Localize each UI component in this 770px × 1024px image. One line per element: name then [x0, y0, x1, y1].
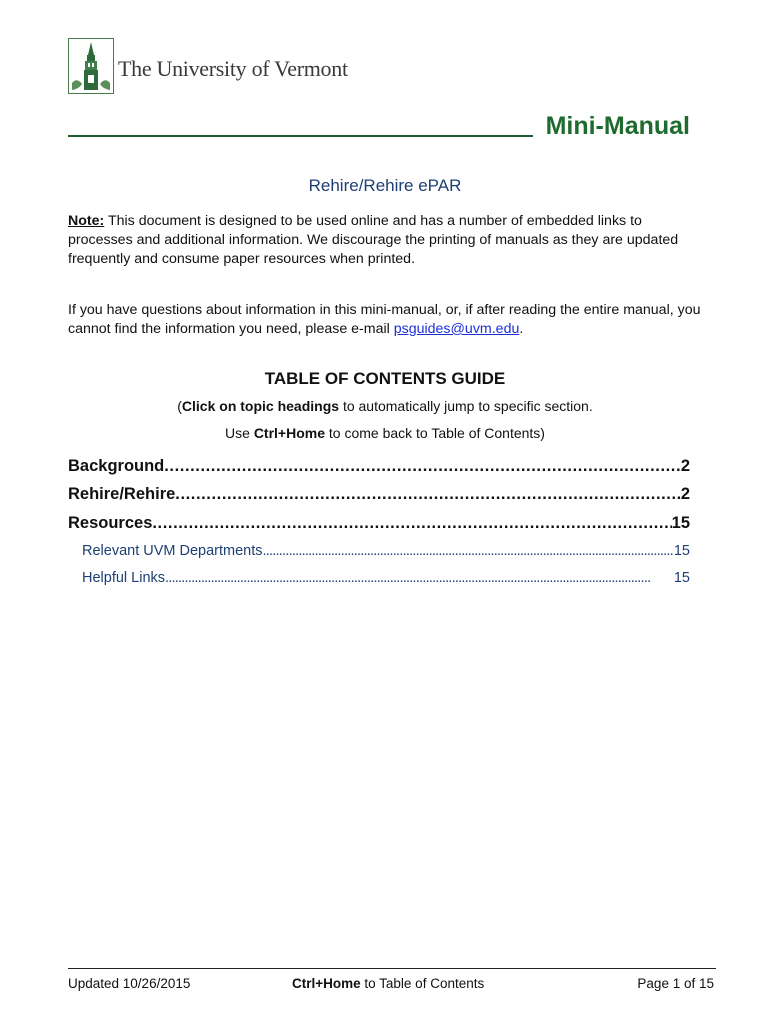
toc-entry-page: 15 [673, 570, 690, 586]
toc-entry-label: Rehire/Rehire [68, 485, 176, 503]
toc-entry-relevant-departments[interactable] [82, 543, 690, 559]
tower-icon [68, 38, 114, 94]
toc-entry-rehire[interactable] [68, 485, 690, 504]
footer-rule [68, 968, 716, 969]
questions-text: If you have questions about information in this mini-manual, or, if after reading the entire manual, you cannot find the information you need, please e-mail [68, 302, 701, 337]
university-name: The University of Vermont [118, 56, 348, 81]
toc-entry-page: 2 [680, 457, 690, 475]
toc-entry-page: 15 [671, 514, 690, 532]
document-subtitle: Rehire/Rehire ePAR [308, 176, 462, 195]
toc-entry-page: 2 [680, 485, 690, 503]
toc-instruction-shortcut: Ctrl+Home [253, 425, 325, 441]
toc-entry-label: Resources [68, 514, 153, 532]
toc-entry-helpful-links[interactable] [82, 570, 690, 586]
uvm-logo [68, 38, 348, 96]
questions-end: . [519, 321, 524, 337]
toc-entry-label: Background [68, 457, 165, 475]
note-text: This document is designed to be used online and has a number of embedded links to processes and additional information. We discourage the printing of manuals as they are updated frequently and consume paper resources when printed. [68, 213, 679, 267]
toc-instruction-2 [0, 425, 770, 441]
toc-entry-resources[interactable] [68, 514, 690, 533]
footer-page-number: Page 1 of 15 [637, 976, 714, 991]
toc-entry-page: 15 [673, 543, 690, 559]
questions-paragraph [68, 301, 708, 339]
toc-entry-background[interactable] [68, 457, 690, 476]
footer-updated: Updated 10/26/2015 [68, 976, 191, 991]
page-title: Mini-Manual [545, 112, 690, 140]
note-paragraph [68, 212, 708, 269]
toc-title: TABLE OF CONTENTS GUIDE [264, 369, 506, 388]
toc-leader [165, 570, 674, 586]
toc-leader [175, 485, 681, 504]
footer-toc-text: to Table of Contents [360, 976, 485, 991]
toc-leader [152, 514, 671, 533]
header-rule [68, 135, 533, 137]
footer-toc-hint [292, 976, 484, 991]
toc-entry-label: Relevant UVM Departments [82, 543, 263, 559]
toc-leader [263, 543, 674, 559]
note-label: Note: [68, 213, 105, 229]
toc-instruction-use: Use [225, 425, 254, 441]
toc-leader [164, 457, 681, 476]
email-link[interactable]: psguides@uvm.edu [393, 321, 520, 337]
toc-instruction-back: to come back to Table of Contents) [325, 425, 545, 441]
toc-instruction-1 [0, 398, 770, 414]
footer-shortcut: Ctrl+Home [292, 976, 361, 991]
toc-instruction-paren: ( [177, 398, 182, 414]
toc-instruction-rest: to automatically jump to specific section. [339, 398, 593, 414]
toc-instruction-bold: Click on topic headings [181, 398, 340, 414]
toc-entry-label: Helpful Links [82, 570, 166, 586]
